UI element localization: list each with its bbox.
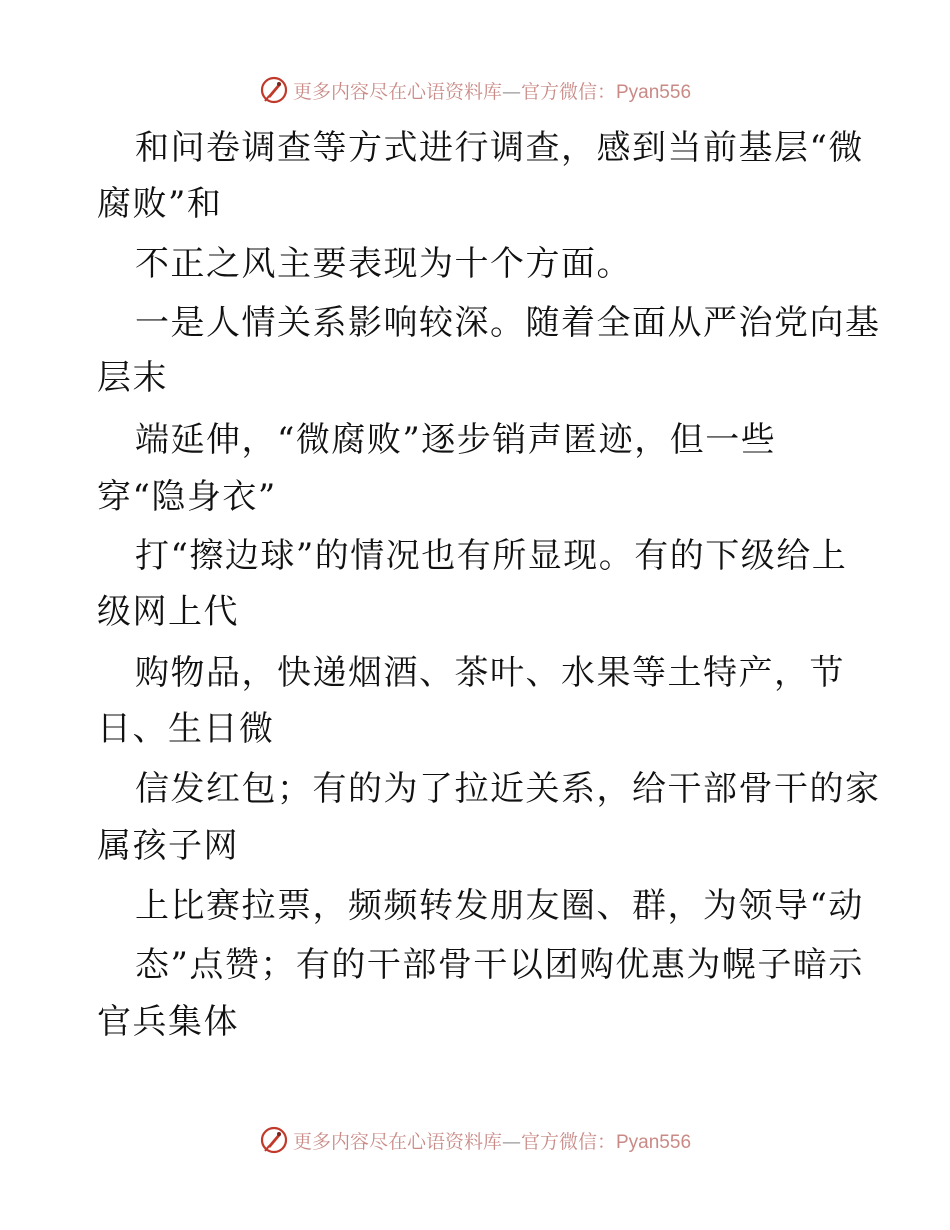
body-line: 端延伸，“微腐败”逐步销声匿迹，但一些 xyxy=(135,420,777,460)
body-line: 官兵集体 xyxy=(97,1002,239,1042)
feather-pen-logo-icon xyxy=(259,75,289,105)
watermark-official: 官方微信： xyxy=(520,80,616,103)
body-line: 级网上代 xyxy=(97,592,239,632)
watermark-wechat-id: Pyan556 xyxy=(616,1131,692,1153)
watermark-official: 官方微信： xyxy=(520,1130,616,1153)
footer-watermark xyxy=(0,1122,950,1158)
body-line: 态”点赞；有的干部骨干以团购优惠为幌子暗示 xyxy=(135,945,864,985)
header-watermark xyxy=(0,72,950,108)
body-line: 穿“隐身衣” xyxy=(97,477,277,517)
body-line: 腐败”和 xyxy=(97,184,223,224)
watermark-main: 更多内容尽在心语资料库 xyxy=(292,1130,502,1153)
body-line: 上比赛拉票，频频转发朋友圈、群，为领导“动 xyxy=(135,886,864,926)
body-line: 一是人情关系影响较深。随着全面从严治党向基 xyxy=(135,303,881,343)
body-line: 信发红包；有的为了拉近关系，给干部骨干的家 xyxy=(135,769,881,809)
body-line: 和问卷调查等方式进行调查，感到当前基层“微 xyxy=(135,128,864,168)
watermark-wechat-id: Pyan556 xyxy=(616,81,692,103)
body-line: 购物品，快递烟酒、茶叶、水果等土特产，节 xyxy=(135,653,845,693)
body-line: 日、生日微 xyxy=(97,709,275,749)
body-line: 层末 xyxy=(97,358,168,398)
watermark-text xyxy=(293,1127,691,1154)
body-line: 打“擦边球”的情况也有所显现。有的下级给上 xyxy=(135,536,848,576)
body-line: 属孩子网 xyxy=(97,826,239,866)
watermark-main: 更多内容尽在心语资料库 xyxy=(292,80,502,103)
watermark-dash: — xyxy=(501,1130,521,1153)
body-line: 不正之风主要表现为十个方面。 xyxy=(135,244,632,284)
watermark-dash: — xyxy=(501,80,521,103)
watermark-text xyxy=(293,77,691,104)
feather-pen-logo-icon xyxy=(259,1125,289,1155)
